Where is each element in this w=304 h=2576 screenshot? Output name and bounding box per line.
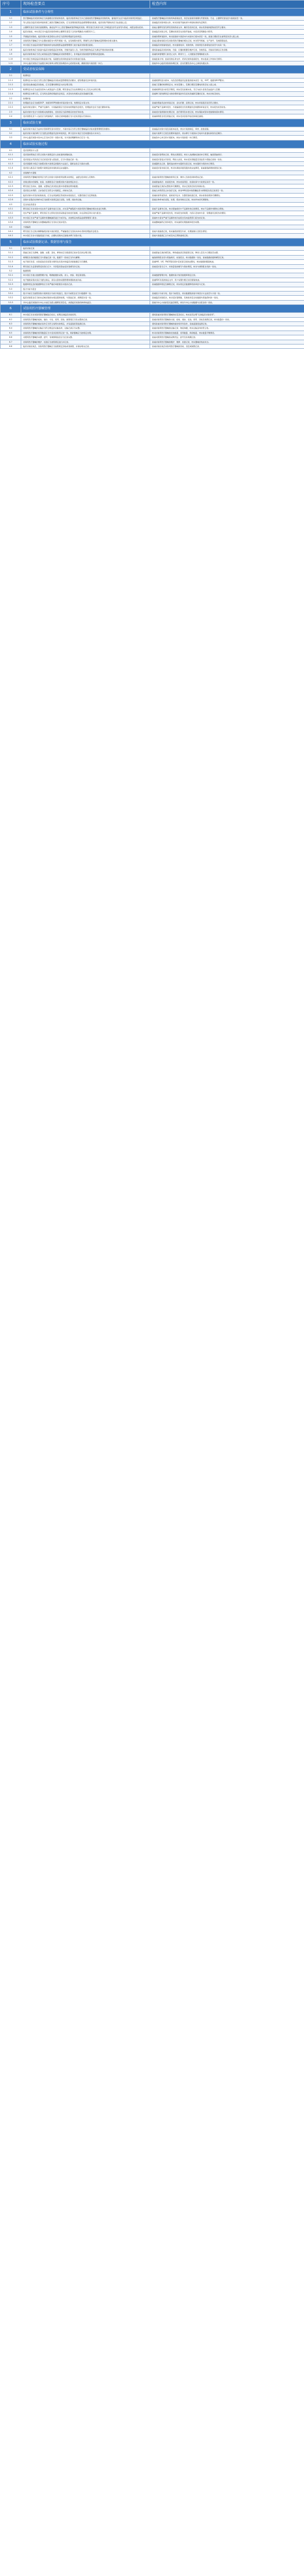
section-title: 临床试验条件与合规性 <box>21 9 304 16</box>
table-row <box>1 255 304 259</box>
item-requirement: 统计分析与报告 <box>21 287 150 291</box>
section-number: 1 <box>1 9 21 16</box>
item-content: 查看注册检验报告及试验用医疗器械的相关记录，核对型号规格、生产批号、有效期等信息。 <box>150 39 304 43</box>
item-content: 查看已签署的知情同意书，核对签署人、签署日期及签署时间是否在入组之前。 <box>150 83 304 87</box>
table-row <box>1 74 304 78</box>
item-requirement: 临床试验机构应当具备与临床试验相适应的场地、设施设备及人员，急救设施和物品应当满足开展试验的需要。 <box>21 47 150 52</box>
item-number: 5.1 <box>1 246 21 250</box>
item-content: 现场查看试验用医疗器械的标签及标识，核实是否注明“仅供临床试验使用”。 <box>150 313 304 317</box>
item-number: 5.1.1 <box>1 251 21 255</box>
item-number: 4.2.4 <box>1 189 21 193</box>
table-body <box>1 9 304 349</box>
item-number: 4.1.3 <box>1 161 21 166</box>
table-row <box>1 300 304 304</box>
item-number: 5.2 <box>1 268 21 273</box>
item-requirement: 临床试验方案的修订应当经过伦理委员会的审查同意，修订后的方案应当及时通知各方并执行。 <box>21 131 150 135</box>
item-requirement: 安全性信息报告 <box>21 202 150 206</box>
item-number: 4.2.6 <box>1 198 21 202</box>
section-row <box>1 119 304 127</box>
item-number: 1.3 <box>1 25 21 29</box>
item-number: 5.2.2 <box>1 278 21 282</box>
item-requirement: 受试者的筛选应当符合试验方案规定的入选标准和排除标准。 <box>21 153 150 157</box>
item-content: 查看机构管理部门的设立文件、职责分工、人员配备及管理制度文件。 <box>150 52 304 57</box>
item-number: 6.4 <box>1 326 21 331</box>
item-content <box>150 225 304 229</box>
item-content: 查看各中心执行的方案版本，核实方案的统一执行情况。 <box>150 136 304 140</box>
table-row <box>1 229 304 234</box>
item-content: 查看多中心临床试验的协调记录、会议纪要及各中心之间的沟通文件。 <box>150 61 304 66</box>
table-row <box>1 287 304 291</box>
table-row <box>1 39 304 43</box>
table-row <box>1 215 304 220</box>
table-row <box>1 30 304 34</box>
item-content: 查看主要研究者及研究者的资质文件、履历及培训记录，核实其资格和经验是否符合要求。 <box>150 25 304 29</box>
section-row <box>1 238 304 246</box>
table-row <box>1 175 304 180</box>
item-requirement: 申办者应当对严重不良事件和器械缺陷进行分析评估，并按规定向药品监督管理部门报告。 <box>21 215 150 220</box>
section-title: 临床试验方案 <box>21 119 304 127</box>
item-number: 2.2 <box>1 96 21 100</box>
table-row <box>1 220 304 225</box>
item-content <box>150 246 304 250</box>
table-row <box>1 16 304 21</box>
table-row <box>1 331 304 335</box>
item-requirement: 受试者隐私及个人信息应当得到保护，试验记录和数据应当以受试者鉴认代码标识。 <box>21 114 150 119</box>
item-number: 4.2.3 <box>1 184 21 189</box>
item-requirement: 临床试验中涉及的检验检查，应当在具备相应资质的实验室进行，仪器设备应当定期校准。 <box>21 193 150 197</box>
table-row <box>1 184 304 189</box>
item-requirement: 知情同意书内容应当符合医疗器械临床试验质量管理规范的要求，经伦理委员会审查同意。 <box>21 78 150 82</box>
item-requirement: 试验用医疗器械的运输应当符合规定的运输条件，运输记录应当完整。 <box>21 326 150 331</box>
item-number: 5.3.2 <box>1 296 21 300</box>
item-requirement: 统计分析应当按照试验方案和统计分析计划进行，统计分析报告应当与数据库一致。 <box>21 291 150 295</box>
item-requirement: 对照用医疗器械的来源、批号、有效期等信息应当记录完整。 <box>21 335 150 340</box>
item-content: 查看试验用医疗器械的运输记录、物流单据，核实运输条件的符合性。 <box>150 326 304 331</box>
section-title: 临床试验实施过程 <box>21 140 304 148</box>
item-content: 查看严重不良事件报告、方案偏离报告及伦理委员会的跟踪审查意见，核实报告的及时性。 <box>150 105 304 110</box>
item-number: 2.4 <box>1 114 21 119</box>
table-row <box>1 251 304 255</box>
item-number: 5.2.3 <box>1 282 21 287</box>
section-number: 2 <box>1 66 21 74</box>
item-requirement: 病例报告表的数据应当与原始记录一致，数据不一致时应当作出解释。 <box>21 255 150 259</box>
item-requirement: 试验用医疗器械的接收、储存、分发、使用、回收、销毁等应当有完整的记录。 <box>21 317 150 321</box>
item-number: 5.3.3 <box>1 300 21 304</box>
item-requirement: 试验用医疗器械的使用数量应当与受试者使用记录一致，剩余器械应当按规定处理。 <box>21 331 150 335</box>
table-row <box>1 161 304 166</box>
item-number: 2.1.1 <box>1 78 21 82</box>
item-content: 查看受试者访视记录，核对访视时间窗及随访的完成情况，查看脱落病例的原因记录。 <box>150 166 304 170</box>
item-content: 查看原始记录的完整性和可溯源性，核实记录的及时性和真实性。 <box>150 184 304 189</box>
item-content: 查看受试者筛选记录、筛选失败原因，核对入选排除标准的执行情况，抽查原始病历。 <box>150 153 304 157</box>
item-number: 6.5 <box>1 331 21 335</box>
item-requirement: 多中心临床试验应当由组长单位和牵头研究者协调各中心的试验实施，确保试验方案的统一执行。 <box>21 61 150 66</box>
table-row <box>1 83 304 87</box>
table-row <box>1 47 304 52</box>
item-content: 查看方案偏离记录，核实偏离的原因分析、处理措施以及报告情况。 <box>150 229 304 234</box>
section-number: 6 <box>1 305 21 313</box>
item-content: 查看统计分析计划、统计分析报告，核对数据集的划分和统计方法是否与方案一致。 <box>150 291 304 295</box>
item-content: 核对试验用医疗器械的发放数量、使用数量、剩余数量，核实数量平衡情况。 <box>150 331 304 335</box>
table-row <box>1 246 304 250</box>
item-number: 5.3 <box>1 287 21 291</box>
table-row <box>1 92 304 96</box>
table-row <box>1 166 304 170</box>
item-requirement: 电子病历系统、实验室信息系统等计算机化系统中的临床试验数据应当可溯源。 <box>21 260 150 264</box>
item-content: 查看数据管理计划、数据核查计划及数据库锁定记录。 <box>150 273 304 278</box>
item-requirement: 开展临床试验前，临床试验方案及相关文件应当获得伦理委员会的同意。 <box>21 34 150 38</box>
item-requirement: 申办者应当建立数据管理计划，明确数据的采集、录入、核查、锁定等流程。 <box>21 273 150 278</box>
item-number: 2.1.4 <box>1 92 21 96</box>
item-content: 查看分中心小结的签名盖章情况，核对分中心小结数据与总报告的一致性。 <box>150 300 304 304</box>
table-row <box>1 21 304 25</box>
item-number: 1.8 <box>1 47 21 52</box>
header-content: 检查内容 <box>150 1 304 9</box>
table-row <box>1 340 304 344</box>
item-number: 6.6 <box>1 335 21 340</box>
section-row <box>1 66 304 74</box>
item-number: 4.4 <box>1 225 21 229</box>
item-requirement: 临床试验机构应当设立或者指定医疗器械临床试验管理部门，负责临床试验的组织管理和质量控制。 <box>21 52 150 57</box>
item-requirement: 临床试验报告应当如实反映试验的实施过程和结果，与原始记录、病例报告表一致。 <box>21 296 150 300</box>
item-content: 查看受试者鉴认代码表、筛选入选表，核实受试者数量及其信息与原始记录的一致性。 <box>150 157 304 161</box>
item-number: 2.2.2 <box>1 105 21 110</box>
item-requirement: 临床试验结束后，试验用医疗器械应当按照规定回收或者销毁，并保存相关记录。 <box>21 345 150 349</box>
item-requirement: 试验用医疗器械的维护、校准应当按照规定进行并记录。 <box>21 340 150 344</box>
item-requirement: 研究者应当妥善保管受试者日记卡、评价量表等由受试者填写的记录。 <box>21 264 150 268</box>
table-row <box>1 313 304 317</box>
table-row <box>1 225 304 229</box>
table-row <box>1 153 304 157</box>
table-row <box>1 207 304 211</box>
item-content <box>150 170 304 175</box>
item-content: 查看知情同意书的签字情况，核实签名的真实性，无行为能力者是否由监护人签署。 <box>150 87 304 91</box>
table-row <box>1 136 304 140</box>
item-number: 6.8 <box>1 345 21 349</box>
item-requirement: 研究者应当对试验中发生的不良事件进行记录，并对其严重程度与试验用医疗器械的相关性进行判断。 <box>21 207 150 211</box>
item-content: 查看生物样本的采集、处理、保存和转运记录，核实样本的可溯源性。 <box>150 198 304 202</box>
section-number: 3 <box>1 119 21 127</box>
table-row <box>1 321 304 326</box>
table-row <box>1 273 304 278</box>
item-number: 2.1.3 <box>1 87 21 91</box>
item-number: 4.1.4 <box>1 166 21 170</box>
item-requirement: 试验用医疗器械的储存条件应当符合说明书的规定，并有温湿度等监测记录。 <box>21 321 150 326</box>
item-content: 查看医疗器械临床试验机构备案信息，是否在备案有效期内开展试验；专业、主要研究者信息与备案是否一致。 <box>150 16 304 21</box>
item-requirement: 试验中采集的生物样本应当按照方案规定进行采集、处理、储存和运输。 <box>21 198 150 202</box>
table-row <box>1 282 304 287</box>
item-requirement: 试验过程中的观察、检查、检测项目应当按照试验方案的规定执行。 <box>21 180 150 184</box>
item-number: 4.4.2 <box>1 234 21 238</box>
table-row <box>1 202 304 206</box>
item-content <box>150 96 304 100</box>
item-number: 5.2.1 <box>1 273 21 278</box>
item-content: 查看HIS、LIS、PACS等系统中受试者记录的完整性，核实数据的稽查轨迹。 <box>150 260 304 264</box>
item-requirement: 试验用医疗器械发生的器械缺陷应当及时记录并报告。 <box>21 220 150 225</box>
item-content: 查看试验用医疗器械的使用记录、操作人员的培训和授权记录。 <box>150 175 304 180</box>
item-requirement: 研究者应当记录并解释偏离试验方案的原因，严重偏离应当及时向申办者和伦理委员会报告。 <box>21 229 150 234</box>
item-number: 1.7 <box>1 43 21 47</box>
item-content: 查看临床试验备案信息，核对备案时间、试验机构、试验项目名称等信息是否与实际一致。 <box>150 43 304 47</box>
item-number: 4.1.1 <box>1 153 21 157</box>
item-requirement: 电子数据采集系统应当经过验证，具有完善的权限管理和稽查轨迹功能。 <box>21 278 150 282</box>
table-header-row <box>1 1 304 9</box>
item-content: 查看试验用医疗器械的交接、接收、储存、发放、使用、回收及销毁记录，核对数量的一致性。 <box>150 317 304 321</box>
item-requirement: 受试者随机分组应当按照试验方案规定的随机方法进行，随机信息应当保存完整。 <box>21 161 150 166</box>
table-row <box>1 264 304 268</box>
table-row <box>1 260 304 264</box>
header-no: 序号 <box>1 1 21 9</box>
item-requirement: 原始记录应当清晰、准确、完整、及时，修改时应当保留原记录并签名和注明日期。 <box>21 251 150 255</box>
table-row <box>1 96 304 100</box>
item-content: 查看试验结束后试验用医疗器械的回收、退还或销毁记录。 <box>150 345 304 349</box>
item-number: 5.1.2 <box>1 255 21 259</box>
table-row <box>1 87 304 91</box>
item-requirement: 受试者入组后应当按照方案规定的访视时间点完成随访。 <box>21 166 150 170</box>
item-content: 查看伦理审查批件，核对批准的方案版本与实际执行版本是否一致，批准日期是否在首例受试者入组之前。 <box>150 34 304 38</box>
table-row <box>1 234 304 238</box>
section-number: 5 <box>1 238 21 246</box>
item-number: 2.3 <box>1 110 21 114</box>
item-number: 1.10 <box>1 57 21 61</box>
item-number: 1.1 <box>1 16 21 21</box>
item-requirement: 知情同意书应当由受试者本人或其监护人签署，研究者也应当在知情同意书上签名并注明日期。 <box>21 87 150 91</box>
item-requirement: 受试者筛选与入组 <box>21 148 150 152</box>
table-row <box>1 131 304 135</box>
item-number: 4.3 <box>1 202 21 206</box>
item-content: 现场查看试验用医疗器械的储存场所和条件，查看温湿度监测记录。 <box>150 321 304 326</box>
table-row <box>1 100 304 105</box>
item-requirement: 申办者应当对方案偏离进行分析，必要时采取纠正措施并修订试验方案。 <box>21 234 150 238</box>
item-number: 1.5 <box>1 34 21 38</box>
item-requirement: 试验用医疗器械的使用应当符合试验方案和使用说明书的规定，由经过培训的人员操作。 <box>21 175 150 180</box>
section-title: 试验用医疗器械管理 <box>21 305 304 313</box>
item-number: 4.2.2 <box>1 180 21 184</box>
item-number: 4.1 <box>1 148 21 152</box>
item-requirement: 伦理审查 <box>21 96 150 100</box>
table-row <box>1 317 304 321</box>
table-row <box>1 291 304 295</box>
item-number: 6.3 <box>1 321 21 326</box>
item-requirement: 受试者在参加临床试验前，应当签署知情同意书并注明日期。 <box>21 83 150 87</box>
table-row <box>1 25 304 29</box>
item-content: 查看对照用医疗器械的采购凭证、批号及有效期记录。 <box>150 335 304 340</box>
table-row <box>1 180 304 184</box>
item-requirement: 多中心临床试验中各中心应当执行同一试验方案，对方案的理解和执行应当一致。 <box>21 136 150 140</box>
item-number: 4.3.4 <box>1 220 21 225</box>
item-content <box>150 287 304 291</box>
item-number: 4.3.2 <box>1 211 21 215</box>
item-requirement: 多中心临床试验的分中心小结应当经主要研究者签名，并经临床试验机构审核盖章。 <box>21 300 150 304</box>
item-requirement: 受试者合并用药、合并治疗应当符合方案规定，并如实记录。 <box>21 189 150 193</box>
item-requirement: 申办者应当制定临床试验监查计划，指派经过培训的监查员对试验进行监查。 <box>21 57 150 61</box>
item-content: 查看受试者日记卡、问卷量表的填写与保存情况，核对与病例报告表的一致性。 <box>150 264 304 268</box>
item-number: 2.2.1 <box>1 100 21 105</box>
table-row <box>1 198 304 202</box>
item-number: 4.2.5 <box>1 193 21 197</box>
item-requirement: 临床试验过程中，严重不良事件、方案偏离等应当及时向伦理委员会报告，伦理委员会应当进行跟踪审查。 <box>21 105 150 110</box>
table-row <box>1 268 304 273</box>
item-requirement: 知情同意 <box>21 74 150 78</box>
item-requirement: 临床试验方案应当由申办者和研究者共同设计，方案内容应当符合医疗器械临床试验质量管理规范的要求。 <box>21 127 150 131</box>
inspection-table <box>0 0 304 349</box>
item-content <box>150 268 304 273</box>
item-requirement: 知情同意书修订后，应当再次获得伦理委员会同意，并及时告知相关受试者重新签署。 <box>21 92 150 96</box>
table-row <box>1 114 304 119</box>
item-content: 查看申办者对严重不良事件的评估报告及向监管部门报告的记录。 <box>150 215 304 220</box>
item-content <box>150 74 304 78</box>
item-requirement: 试验用医疗器械应当与注册检验报告中型号规格一致，在有效期内使用，研制符合医疗器械质量管理体系相关要求。 <box>21 39 150 43</box>
item-requirement: 受试者鉴认代码表应当记录受试者入组信息，应当与原始记录一致。 <box>21 157 150 161</box>
item-requirement: 临床试验记录 <box>21 246 150 250</box>
section-title: 临床试验数据记录、数据管理与报告 <box>21 238 304 246</box>
item-content: 查看严重不良事件报告表，核实报告的时限、内容以及向申办者、伦理委员会报告的情况。 <box>150 211 304 215</box>
table-row <box>1 43 304 47</box>
section-row <box>1 140 304 148</box>
item-content: 查看检验科室资质、室间质评证书、仪器设备校准记录，核实检验结果的可溯源性。 <box>150 193 304 197</box>
table-row <box>1 148 304 152</box>
item-number: 6.2 <box>1 317 21 321</box>
section-row <box>1 305 304 313</box>
item-number: 4.3.3 <box>1 215 21 220</box>
item-number: 1.9 <box>1 52 21 57</box>
item-content <box>150 148 304 152</box>
item-requirement: 医疗器械临床试验机构应当具备相应的资质和条件，临床试验机构应当为已备案的医疗器械临床试验机构，备案的专业应与临床试验项目相适应。 <box>21 16 150 21</box>
item-number: 6.7 <box>1 340 21 344</box>
item-number: 4.2.1 <box>1 175 21 180</box>
item-number: 4.3.1 <box>1 207 21 211</box>
item-content: 查看器械缺陷记录和报告，核实缺陷处理措施和报告时限。 <box>150 220 304 225</box>
table-row <box>1 296 304 300</box>
table-row <box>1 110 304 114</box>
table-row <box>1 157 304 161</box>
item-number: 3.2 <box>1 131 21 135</box>
table-row <box>1 193 304 197</box>
item-requirement: 伦理委员会应当按照GCP、制度和SOP的要求审查试验方案、知情同意书等文件。 <box>21 100 150 105</box>
item-content: 查看随机化记录、随机信封或中央随机系统记录，核实随机分组的执行情况。 <box>150 161 304 166</box>
item-content: 查看不良事件记录，核对原始病历中不良事件的记录情况，核实不良事件判断的合理性。 <box>150 207 304 211</box>
table-row <box>1 57 304 61</box>
item-number: 3.3 <box>1 136 21 140</box>
item-number: 2.1 <box>1 74 21 78</box>
table-row <box>1 78 304 82</box>
item-requirement: 主要研究者应当具有高级职称，参加过3个以上医疗器械或者药物临床试验；研究者应当具有与其工作相适应的专业背景与资质，并经过相关培训。 <box>21 25 150 29</box>
item-content: 查看方案修订记录及伦理审查批件，核实修订方案的执行时间与批准时间的先后顺序。 <box>150 131 304 135</box>
table-row <box>1 52 304 57</box>
item-number: 5.1.4 <box>1 264 21 268</box>
item-content: 查看数据库锁定及解锁记录，核实锁定后数据修改的审批与记录。 <box>150 282 304 287</box>
item-content: 查看合并用药及合并治疗记录，核对HIS系统中的医嘱信息与病例报告表记录是否一致。 <box>150 189 304 193</box>
item-content: 查看伦理委员会的审查记录、会议纪要、投票记录，核实审查程序是否符合要求。 <box>150 100 304 105</box>
item-number: 1.11 <box>1 61 21 66</box>
item-requirement: 试验操作与观察 <box>21 170 150 175</box>
table-row <box>1 127 304 131</box>
section-row <box>1 9 304 16</box>
section-number: 4 <box>1 140 21 148</box>
table-row <box>1 345 304 349</box>
item-content: 查看方案偏离汇总分析及纠正预防措施记录。 <box>150 234 304 238</box>
item-requirement: 申办者应当对试验用医疗器械进行标识，标明仅供临床试验使用。 <box>21 313 150 317</box>
item-requirement: 临床试验前，申办者应当与临床试验机构和主要研究者签订合同并明确各方的职责分工。 <box>21 30 150 34</box>
section-title: 受试者权益保障 <box>21 66 304 74</box>
item-content: 查看修订版知情同意书的伦理审查批件及受试者重新签署的记录，核实告知及时性。 <box>150 92 304 96</box>
item-content: 查看临床试验方案及其版本信息，核实方案的制定、审核、批准流程。 <box>150 127 304 131</box>
table-row <box>1 105 304 110</box>
item-number: 2.1.2 <box>1 83 21 87</box>
item-content: 现场查看临床试验场地、设备、仪器的配置及维护记录，急救药品、设备是否满足应急需要。 <box>150 47 304 52</box>
item-content: 查看原始病历、检查报告单，核实检查项目、检查时间与方案规定是否一致。 <box>150 180 304 184</box>
table-row <box>1 170 304 175</box>
table-row <box>1 278 304 282</box>
item-requirement: 临床试验中发生与试验相关的损害时，受试者应当获得相应的治疗和补偿。 <box>21 110 150 114</box>
item-number: 3.1 <box>1 127 21 131</box>
item-requirement: 发生严重不良事件，研究者应当立即对受试者采取适当的治疗措施，并在获知后24小时内报告。 <box>21 211 150 215</box>
item-content: 查看临床试验合同，签署时间是否在试验开始前，内容是否明确各方职责。 <box>150 30 304 34</box>
item-content: 查看受试者损害的处理记录、治疗费用及补偿记录，核实保险或者补偿措施的落实情况。 <box>150 110 304 114</box>
item-number: 1.2 <box>1 21 21 25</box>
item-number: 4.4.1 <box>1 229 21 234</box>
item-requirement: 列入需进行临床试验审批的第三类医疗器械目录的，应当获得国家药品监督管理局的批准，临床试验开展时间应当在批准之后。 <box>21 21 150 25</box>
item-content: 查看试验用医疗器械的维护、维修、校准记录，核实器械的性能状态。 <box>150 340 304 344</box>
item-number: 4.2 <box>1 170 21 175</box>
item-requirement: 数据管理 <box>21 268 150 273</box>
item-number: 1.4 <box>1 30 21 34</box>
item-content: 查看监查计划、监查员的任命文件、培训记录和监查报告，核实监查工作的执行情况。 <box>150 57 304 61</box>
table-row <box>1 189 304 193</box>
item-requirement: 申办者应当在临床试验开展前向所在地省级药品监督管理部门进行临床试验项目备案。 <box>21 43 150 47</box>
item-content: 查看临床试验审批文件，核对试验开始时间与审批时间的先后顺序。 <box>150 21 304 25</box>
table-row <box>1 335 304 340</box>
table-row <box>1 34 304 38</box>
item-number: 6.1 <box>1 313 21 317</box>
header-requirement: 现场检查要点 <box>21 1 150 9</box>
item-content: 查看知情同意书版本、内容及伦理委员会批准的版本是否一致，GCP、数据和SOP要求。 <box>150 78 304 82</box>
item-requirement: 研究者应当如实、准确、完整地记录试验过程中的观察结果和数据。 <box>21 184 150 189</box>
item-requirement: 方案偏离 <box>21 225 150 229</box>
item-content: 查看病例报告表及原始记录，核实受试者身份信息的保密措施。 <box>150 114 304 119</box>
item-requirement: 数据库锁定后的数据修改应当有严格的审批程序并留存记录。 <box>21 282 150 287</box>
table-row <box>1 211 304 215</box>
item-content <box>150 202 304 206</box>
item-content: 查看原始记录的规范性，修改痕迹是否保留原记录，修改人签名与日期是否完整。 <box>150 251 304 255</box>
table-row <box>1 61 304 66</box>
item-content: 抽查病例报告表与原始病历、检查报告，核对数据的一致性，查看数据质疑和解答记录。 <box>150 255 304 259</box>
table-row <box>1 326 304 331</box>
item-number: 4.1.2 <box>1 157 21 161</box>
item-number: 5.3.1 <box>1 291 21 295</box>
item-content: 查看EDC系统的验证文件、用户权限分配记录及稽查轨迹。 <box>150 278 304 282</box>
item-number: 1.6 <box>1 39 21 43</box>
item-content: 查看临床试验报告，核对受试者例数、有效性和安全性数据与原始资料的一致性。 <box>150 296 304 300</box>
item-number: 5.1.3 <box>1 260 21 264</box>
